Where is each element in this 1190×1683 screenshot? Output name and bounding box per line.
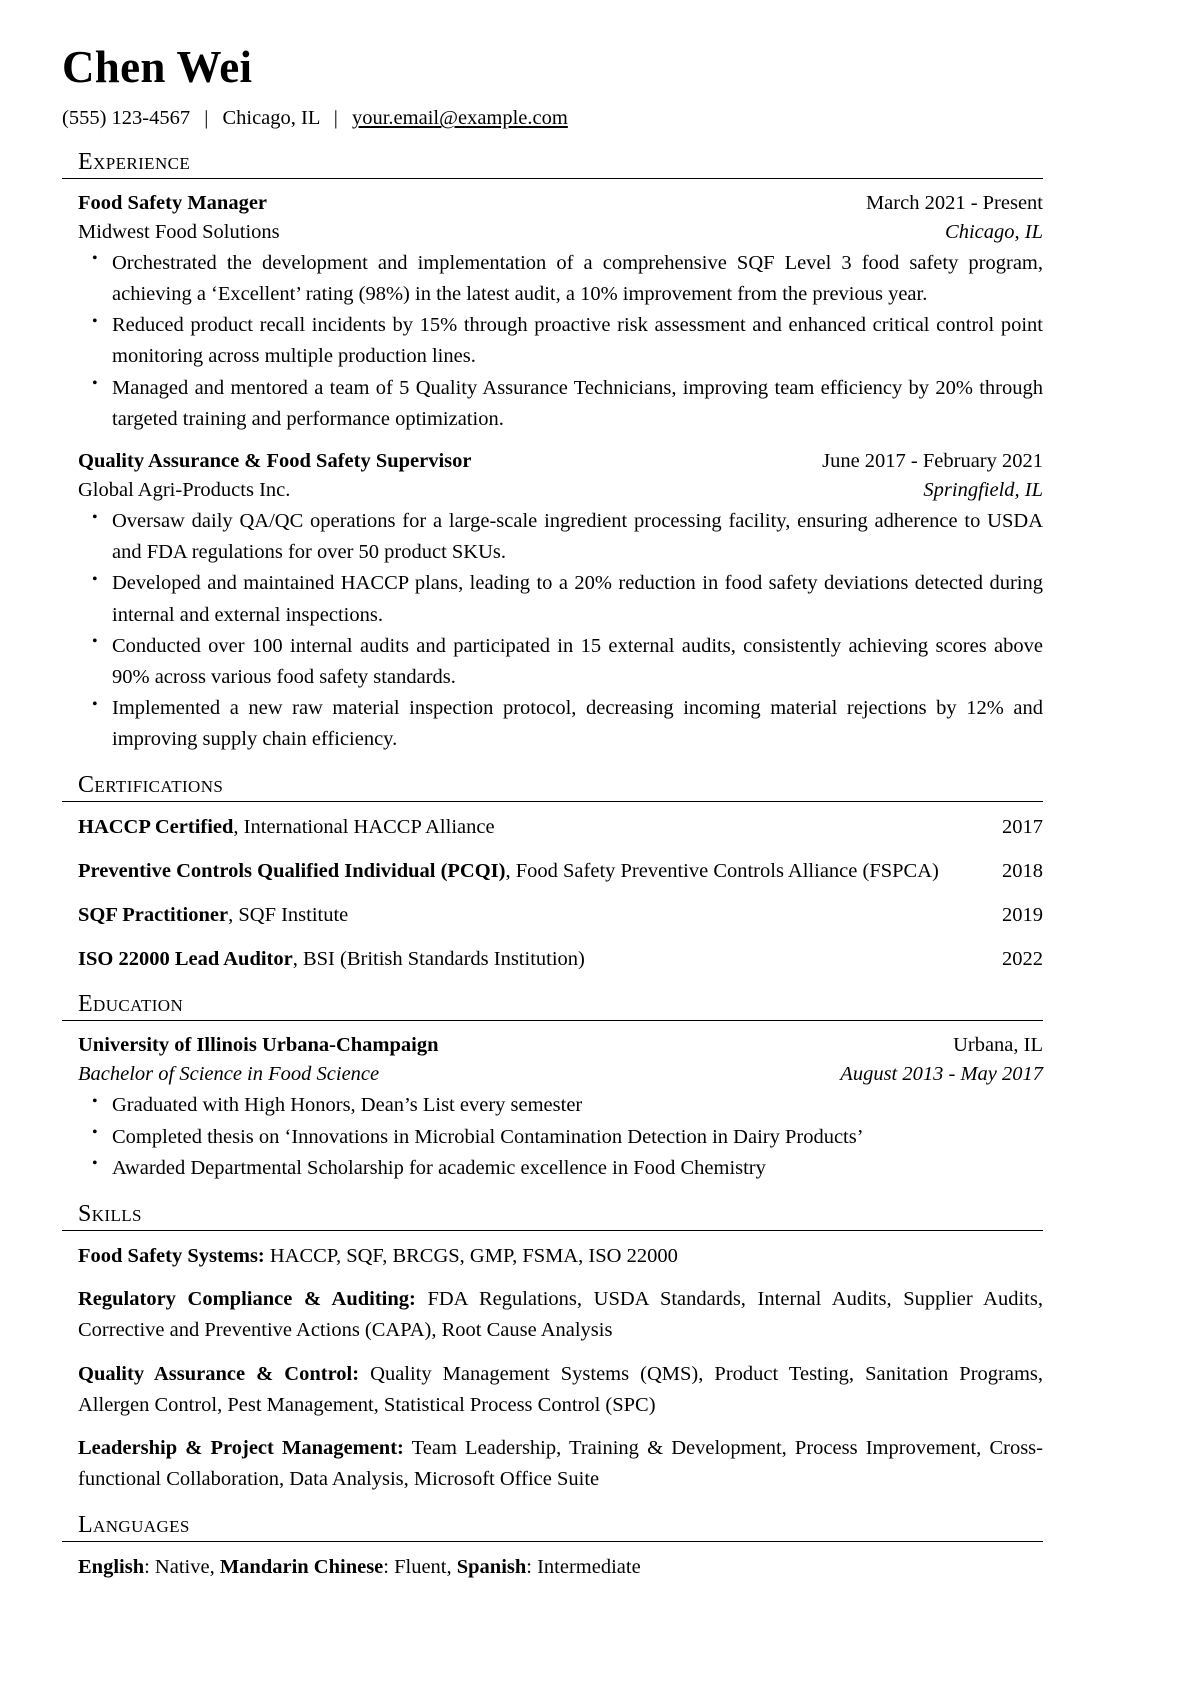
section-heading-languages: Languages bbox=[78, 1511, 190, 1538]
certification-year: 2019 bbox=[1002, 903, 1043, 926]
job-bullet: • Implemented a new raw material inspection protocol, decreasing incoming material rejections by 12% and improving supply chain efficiency. bbox=[78, 693, 1043, 755]
certification-text bbox=[78, 856, 982, 887]
section-rule bbox=[62, 178, 1043, 179]
certification-row bbox=[62, 900, 1043, 931]
certification-issuer: , SQF Institute bbox=[228, 903, 349, 926]
certifications-section bbox=[62, 772, 1043, 974]
skill-row bbox=[62, 1241, 1043, 1272]
job-bullet: • Oversaw daily QA/QC operations for a large-scale ingredient processing facility, ensuring adherence to USDA and FDA regulations for over 50 product SKUs. bbox=[78, 506, 1043, 568]
certification-name: ISO 22000 Lead Auditor bbox=[78, 947, 293, 970]
education-bullet: • Awarded Departmental Scholarship for academic excellence in Food Chemistry bbox=[78, 1153, 1043, 1184]
job-location: Chicago, IL bbox=[945, 220, 1043, 243]
section-heading-certifications: Certifications bbox=[78, 772, 224, 799]
certification-name: HACCP Certified bbox=[78, 816, 234, 839]
certification-name: Preventive Controls Qualified Individual (PCQI) bbox=[78, 860, 506, 883]
language-level: : Fluent, bbox=[383, 1555, 457, 1578]
certification-text bbox=[78, 944, 982, 975]
language-name: Mandarin Chinese bbox=[219, 1555, 384, 1578]
contact-separator-2: | bbox=[333, 107, 338, 130]
job-bullet: • Managed and mentored a team of 5 Quality Assurance Technicians, improving team efficiency by 20% through targeted training and performance optimization. bbox=[78, 373, 1043, 435]
job-dates: March 2021 - Present bbox=[865, 191, 1043, 214]
school-row bbox=[62, 1031, 1043, 1060]
section-rule bbox=[62, 1541, 1043, 1542]
languages-line bbox=[62, 1552, 1043, 1583]
job-title: Food Safety Manager bbox=[78, 191, 268, 214]
skill-items: FDA Regulations, USDA Standards, Internal Audits, Supplier Audits, Corrective and Preventive Actions (CAPA), Root Cause Analysis bbox=[78, 1288, 1043, 1342]
section-rule bbox=[62, 801, 1043, 802]
certification-year: 2022 bbox=[1002, 947, 1043, 970]
email-link[interactable]: your.email@example.com bbox=[351, 107, 568, 130]
experience-list bbox=[62, 189, 1043, 756]
employer-name: Global Agri-Products Inc. bbox=[78, 479, 291, 502]
education-bullets bbox=[62, 1090, 1043, 1183]
skill-items: HACCP, SQF, BRCGS, GMP, FSMA, ISO 22000 bbox=[264, 1244, 678, 1267]
experience-entry bbox=[62, 447, 1043, 755]
certification-issuer: , International HACCP Alliance bbox=[233, 816, 495, 839]
section-heading-education: Education bbox=[78, 991, 184, 1018]
experience-title-row bbox=[62, 447, 1043, 476]
education-list bbox=[62, 1031, 1043, 1184]
skill-row bbox=[62, 1359, 1043, 1421]
employer-row bbox=[62, 476, 1043, 505]
education-bullet: • Graduated with High Honors, Dean’s List every semester bbox=[78, 1090, 1043, 1121]
language-name: English bbox=[78, 1555, 145, 1578]
skill-items: Team Leadership, Training & Development, Process Improvement, Cross-functional Collaboration, Data Analysis, Microsoft Office Suite bbox=[78, 1437, 1043, 1491]
education-dates: August 2013 - May 2017 bbox=[840, 1063, 1043, 1086]
contact-location: Chicago, IL bbox=[222, 107, 320, 130]
school-name: University of Illinois Urbana-Champaign bbox=[78, 1034, 439, 1057]
certification-year: 2018 bbox=[1002, 860, 1043, 883]
degree-row bbox=[62, 1060, 1043, 1089]
job-bullet: • Developed and maintained HACCP plans, leading to a 20% reduction in food safety deviations detected during internal and external inspections. bbox=[78, 568, 1043, 630]
certifications-list bbox=[62, 812, 1043, 974]
job-bullets bbox=[62, 248, 1043, 435]
candidate-name: Chen Wei bbox=[62, 42, 253, 92]
job-title: Quality Assurance & Food Safety Supervisor bbox=[78, 449, 472, 472]
education-section bbox=[62, 991, 1043, 1184]
skill-row bbox=[62, 1284, 1043, 1346]
education-bullet: • Completed thesis on ‘Innovations in Microbial Contamination Detection in Dairy Products’ bbox=[78, 1122, 1043, 1153]
contact-separator-1: | bbox=[204, 107, 209, 130]
experience-section bbox=[62, 149, 1043, 756]
certification-text bbox=[78, 812, 982, 843]
section-heading-experience: Experience bbox=[78, 148, 191, 175]
certification-row bbox=[62, 812, 1043, 843]
skills-section bbox=[62, 1201, 1043, 1495]
job-dates: June 2017 - February 2021 bbox=[822, 449, 1043, 472]
certification-issuer: , Food Safety Preventive Controls Alliance (FSPCA) bbox=[505, 860, 939, 883]
certification-row bbox=[62, 944, 1043, 975]
skill-items: Quality Management Systems (QMS), Product Testing, Sanitation Programs, Allergen Control, Pest Management, Statistical Process Control (SPC) bbox=[78, 1362, 1044, 1416]
languages-section bbox=[62, 1512, 1043, 1583]
job-bullet: • Orchestrated the development and implementation of a comprehensive SQF Level 3 food safety program, achieving a ‘Excellent’ rating (98%) in the latest audit, a 10% improvement from the previous year. bbox=[78, 248, 1043, 310]
certification-text bbox=[78, 900, 982, 931]
section-rule bbox=[62, 1020, 1043, 1021]
education-entry bbox=[62, 1031, 1043, 1184]
school-location: Urbana, IL bbox=[953, 1034, 1043, 1057]
section-heading-skills: Skills bbox=[78, 1200, 142, 1227]
skill-category: Quality Assurance & Control: bbox=[78, 1362, 360, 1385]
employer-row bbox=[62, 218, 1043, 247]
skill-row bbox=[62, 1433, 1043, 1495]
job-location: Springfield, IL bbox=[923, 479, 1043, 502]
certification-year: 2017 bbox=[1002, 816, 1043, 839]
skills-list bbox=[62, 1241, 1043, 1495]
language-name: Spanish bbox=[456, 1555, 527, 1578]
employer-name: Midwest Food Solutions bbox=[78, 220, 280, 243]
experience-title-row bbox=[62, 189, 1043, 218]
language-level: : Intermediate bbox=[526, 1555, 641, 1578]
job-bullet: • Reduced product recall incidents by 15% through proactive risk assessment and enhanced critical control point monitoring across multiple production lines. bbox=[78, 310, 1043, 372]
skill-category: Food Safety Systems: bbox=[78, 1244, 265, 1267]
job-bullets bbox=[62, 506, 1043, 755]
certification-row bbox=[62, 856, 1043, 887]
degree-name: Bachelor of Science in Food Science bbox=[78, 1063, 380, 1086]
certification-name: SQF Practitioner bbox=[78, 903, 229, 926]
language-level: : Native, bbox=[144, 1555, 220, 1578]
section-rule bbox=[62, 1230, 1043, 1231]
phone-number: (555) 123-4567 bbox=[62, 107, 191, 130]
skill-category: Regulatory Compliance & Auditing: bbox=[78, 1288, 416, 1311]
experience-entry bbox=[62, 189, 1043, 435]
skill-category: Leadership & Project Management: bbox=[78, 1437, 404, 1460]
contact-line bbox=[62, 105, 1043, 132]
job-bullet: • Conducted over 100 internal audits and participated in 15 external audits, consistently achieving scores above 90% across various food safety standards. bbox=[78, 631, 1043, 693]
certification-issuer: , BSI (British Standards Institution) bbox=[292, 947, 585, 970]
